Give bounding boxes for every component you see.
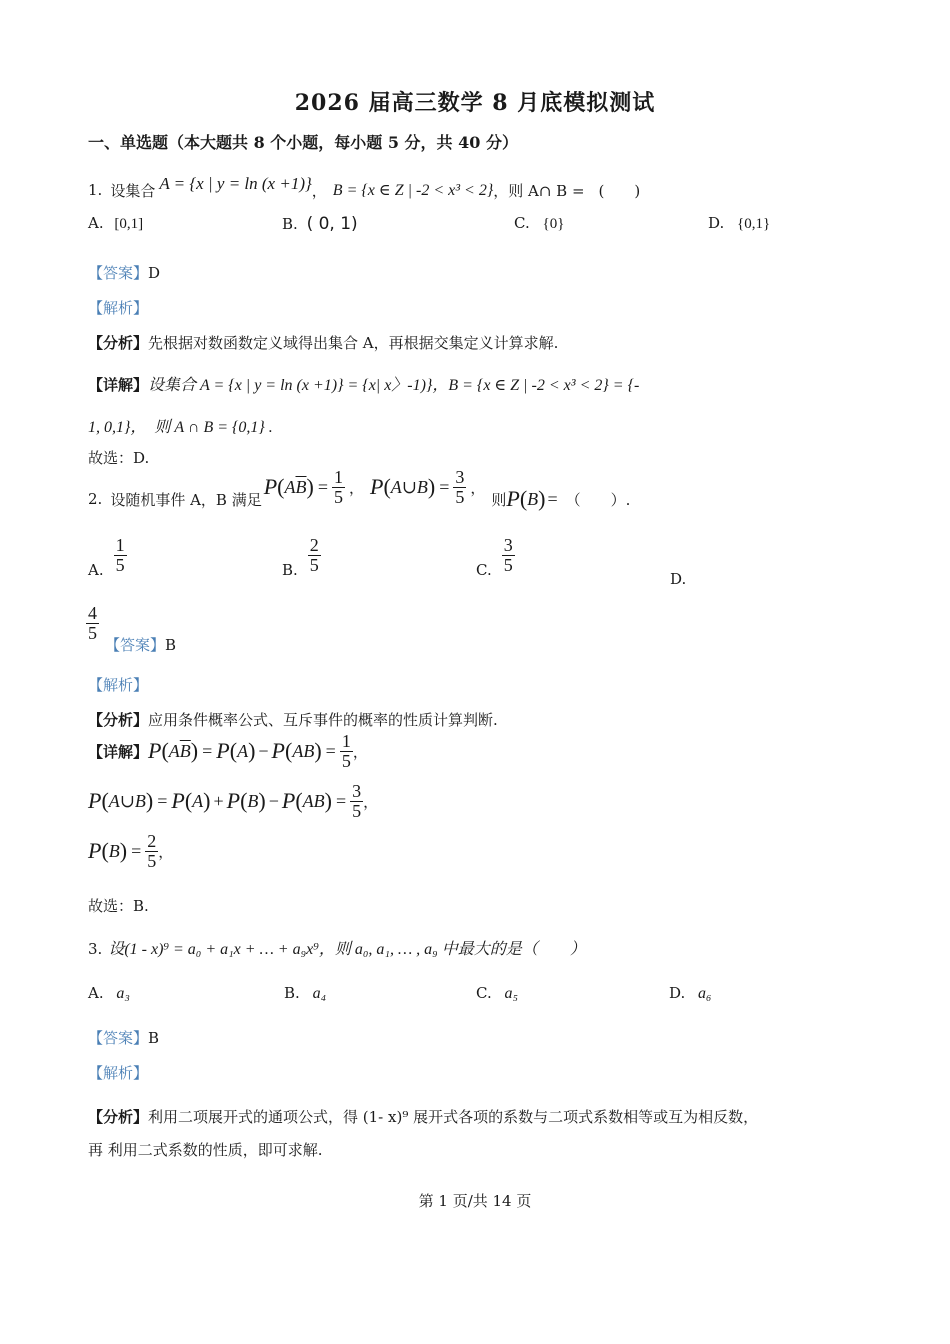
answer-line: 【答案】D [88, 264, 161, 282]
question-number: 1. [88, 181, 103, 199]
question-1-stem [88, 170, 640, 210]
answer-paren: （ ）. [565, 490, 631, 509]
conclusion: 故选：D. [88, 449, 150, 467]
set-a-expression: A = {x | y = ln (x +1)} [159, 174, 312, 193]
question-3-stem: 3. 设(1 - x)⁹ = a₀ + a₁x + … + a₉x⁹，则 a₀, a₁, … , a₉ 中最大的是（ ） [88, 940, 586, 958]
question-2-stem: 2. 设随机事件 A，B 满足 P ( A $\overline{B}$ ) = $\frac{1}{5}$ ， P ( A ∪ B ) = $\frac{3}{5}$ ， 则 P ( B ) = （ ）. [88, 466, 631, 511]
document-title: 2026 届高三数学 8 月底模拟测试 [294, 90, 656, 116]
analysis-text-line-2: 再 利用二式系数的性质，即可求解. [88, 1141, 323, 1159]
set-b-expression: B = {x ∈ Z | -2 < x³ < 2} [332, 182, 494, 199]
option-d-label: D. [670, 570, 687, 588]
detail-line-2: 1, 0,1}， 则 A ∩ B = {0,1} . [88, 419, 273, 436]
analysis-text-line-1: 【分析】利用二项展开式的通项公式，得 (1- x)⁹ 展开式各项的系数与二项式系数相等或互为相反数， [88, 1108, 759, 1126]
question-number: 2. [88, 490, 103, 508]
analysis-text: 【分析】先根据对数函数定义域得出集合 A，再根据交集定义计算求解. [88, 334, 559, 352]
question-text: 设随机事件 A，B 满足 [110, 490, 262, 509]
option-b: B. a₄ [284, 984, 327, 1002]
conclusion: 故选：B. [88, 897, 149, 915]
section-heading: 一、单选题（本大题共 8 个小题，每小题 5 分，共 40 分） [88, 133, 518, 152]
analysis-heading: 【解析】 [88, 676, 149, 694]
answer-line: 【答案】B [105, 636, 177, 654]
option-b: B. $\frac{2}{5}$ [282, 535, 319, 579]
option-a: A. a₃ [88, 984, 130, 1002]
option-c: C. {0} [514, 214, 565, 232]
answer-line: 【答案】B [88, 1029, 160, 1047]
separator: ， [311, 181, 327, 200]
option-d: D. a₆ [669, 984, 712, 1002]
option-a: A. [0,1] [88, 214, 144, 232]
option-d: D. {0,1} [708, 214, 771, 232]
condition-1: P ( A $\overline{B}$ ) = $\frac{1}{5}$ ， [263, 466, 364, 507]
option-b: B. ( 0, 1) [282, 214, 358, 234]
question-text: 设集合 [110, 181, 156, 200]
detail-line-1: 【详解】设集合 A = {x | y = ln (x +1)} = {x| x〉-1)}，B = {x ∈ Z | -2 < x³ < 2} = {- [88, 376, 640, 394]
detail-line-3: P ( B ) = $\frac{2}{5}$ ， [88, 830, 174, 871]
page-footer: 第 1 页/共 14 页 [418, 1192, 532, 1210]
analysis-heading: 【解析】 [88, 299, 149, 317]
question-text-suffix: ，则 A∩ B = [493, 181, 585, 200]
answer-paren: ( ) [598, 181, 641, 200]
detail-line-2: P ( A ∪ B ) = P ( A ) + P ( B ) − P ( AB ) = $\frac{3}{5}$ ， [88, 780, 379, 821]
option-c: C. $\frac{3}{5}$ [476, 535, 513, 579]
option-c: C. a₅ [476, 984, 519, 1002]
detail-line-1: 【详解】 P ( A $\overline{B}$ ) = P ( A ) − P ( AB ) = $\frac{1}{5}$ ， [88, 730, 368, 771]
analysis-text: 【分析】应用条件概率公式、互斥事件的概率的性质计算判断. [88, 711, 498, 729]
question-ask: P ( B ) = [506, 486, 558, 511]
condition-2: P ( A ∪ B ) = $\frac{3}{5}$ ， [370, 466, 486, 507]
analysis-heading: 【解析】 [88, 1064, 149, 1082]
option-d-value: $\frac{4}{5}$ [88, 603, 97, 643]
option-a: A. $\frac{1}{5}$ [88, 535, 125, 579]
